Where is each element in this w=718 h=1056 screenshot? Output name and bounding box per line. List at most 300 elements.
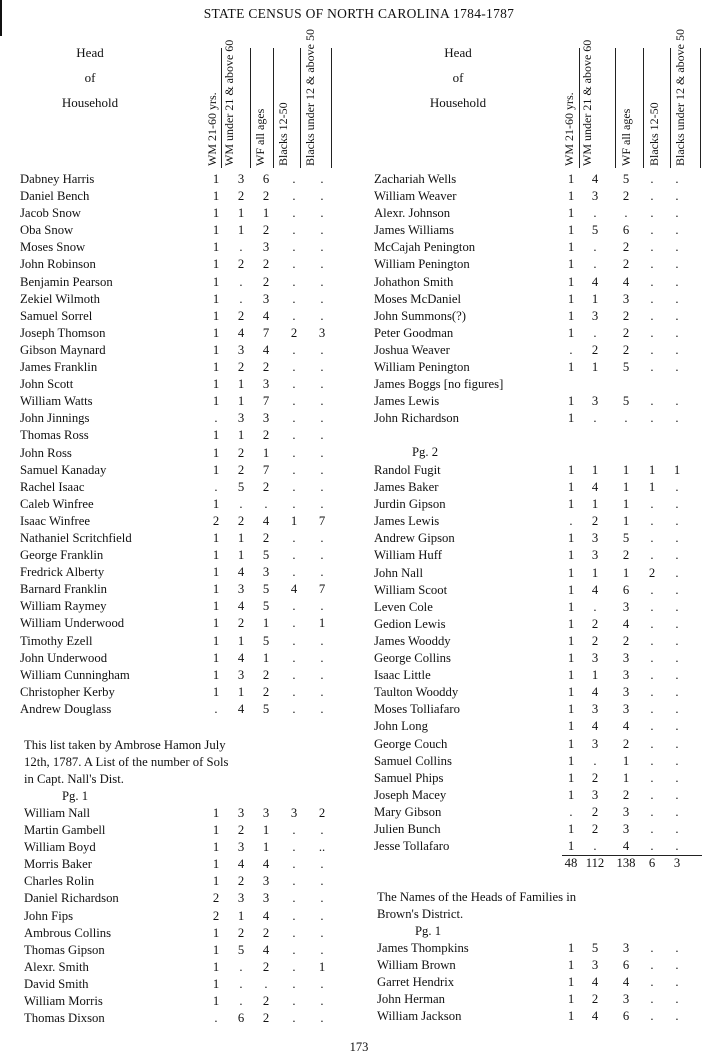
count-cell: . <box>593 257 597 272</box>
count-cell: 1 <box>567 223 575 238</box>
household-row <box>20 188 340 205</box>
household-row <box>24 839 340 856</box>
household-row <box>20 393 340 410</box>
household-row <box>24 856 340 873</box>
count-cell: 2 <box>622 736 630 751</box>
count-cell: 4 <box>622 274 630 289</box>
count-cell: . <box>650 342 654 357</box>
count-cell: 1 <box>212 172 220 186</box>
household-name: Samuel Phips <box>374 770 444 785</box>
household-row <box>374 530 714 547</box>
household-row <box>20 513 340 530</box>
count-cell: . <box>292 206 296 221</box>
count-cell: . <box>569 342 573 357</box>
count-cell: . <box>650 497 654 512</box>
col-header-wf-all-ages: WF all ages <box>253 108 267 166</box>
count-cell: . <box>320 223 324 238</box>
household-name: Moses Snow <box>20 240 86 255</box>
household-name: Joseph Macey <box>374 787 447 802</box>
count-cell: 1 <box>212 667 220 682</box>
page-ref-2: Pg. 2 <box>412 445 439 459</box>
household-row <box>20 274 340 291</box>
count-cell: 3 <box>237 342 245 357</box>
count-cell: 3 <box>237 891 245 906</box>
count-cell: . <box>320 377 324 392</box>
count-cell: 2 <box>290 325 298 340</box>
household-row <box>20 239 340 256</box>
household-name: James Williams <box>374 223 454 238</box>
count-cell: 4 <box>237 701 245 716</box>
count-cell: . <box>320 650 324 665</box>
count-cell: . <box>320 445 324 460</box>
count-cell: 1 <box>237 206 245 221</box>
count-cell: . <box>320 479 324 494</box>
household-row <box>377 1008 707 1025</box>
count-cell: 2 <box>591 514 599 529</box>
count-cell: 2 <box>237 823 245 838</box>
count-cell: . <box>320 684 324 699</box>
count-cell: . <box>650 206 654 221</box>
count-cell: . <box>675 308 679 323</box>
count-cell: . <box>292 959 296 974</box>
count-cell: . <box>292 462 296 477</box>
count-cell: . <box>650 531 654 546</box>
count-cell: 3 <box>237 172 245 186</box>
count-cell: 7 <box>262 394 270 409</box>
household-row <box>20 325 340 342</box>
count-cell: . <box>320 496 324 511</box>
count-cell: . <box>675 189 679 204</box>
household-name: Jacob Snow <box>20 206 81 221</box>
count-cell: . <box>650 753 654 768</box>
count-cell: 1 <box>212 582 220 597</box>
count-cell: 2 <box>237 308 245 323</box>
count-cell: 2 <box>237 257 245 272</box>
count-cell: 3 <box>591 702 599 717</box>
count-cell: 4 <box>262 942 270 957</box>
household-name: John Richardson <box>374 411 459 426</box>
count-cell: 3 <box>237 840 245 855</box>
household-row <box>374 496 714 513</box>
count-cell: . <box>292 411 296 426</box>
count-cell: 2 <box>622 342 630 357</box>
count-cell: 1 <box>237 548 245 563</box>
count-cell: 2 <box>262 479 270 494</box>
count-cell: 2 <box>591 633 599 648</box>
count-cell: 1 <box>212 857 220 872</box>
count-cell: 5 <box>262 582 270 597</box>
count-cell: . <box>292 908 296 923</box>
count-cell: . <box>320 1011 324 1026</box>
count-cell: 1 <box>262 840 270 855</box>
count-cell: . <box>675 770 679 785</box>
count-cell: . <box>292 479 296 494</box>
count-cell: 1 <box>212 976 220 991</box>
count-cell: . <box>675 274 679 289</box>
count-cell: . <box>292 1011 296 1026</box>
household-name: Samuel Kanaday <box>20 462 107 477</box>
count-cell: 4 <box>237 565 245 580</box>
count-cell: 2 <box>622 308 630 323</box>
household-name: Gibson Maynard <box>20 342 106 357</box>
left-household-list <box>20 171 340 718</box>
household-row <box>20 496 340 513</box>
count-cell: . <box>239 976 243 991</box>
count-cell: . <box>650 770 654 785</box>
count-cell: 5 <box>622 172 630 186</box>
count-cell: 4 <box>237 325 245 340</box>
count-cell: 2 <box>237 925 245 940</box>
count-cell: 1 <box>567 308 575 323</box>
count-cell: . <box>675 240 679 255</box>
right-household-list <box>374 171 714 427</box>
count-cell: 6 <box>622 223 630 238</box>
household-name: Jesse Tollafaro <box>374 839 450 854</box>
count-cell: . <box>593 240 597 255</box>
household-name: Peter Goodman <box>374 325 454 340</box>
household-name: Barnard Franklin <box>20 582 108 597</box>
count-cell: 1 <box>591 668 599 683</box>
household-row <box>374 410 714 427</box>
household-row <box>377 991 707 1008</box>
count-cell: . <box>320 874 324 889</box>
totals-row <box>374 855 714 872</box>
count-cell: 1 <box>212 599 220 614</box>
count-cell: . <box>292 599 296 614</box>
household-name: Nathaniel Scritchfield <box>20 530 132 545</box>
household-row <box>374 770 714 787</box>
household-name: George Collins <box>374 651 451 666</box>
count-cell: 1 <box>212 189 220 204</box>
count-cell: . <box>214 479 218 494</box>
count-cell: 1 <box>591 463 599 477</box>
count-cell: 1 <box>212 684 220 699</box>
count-cell: 1 <box>567 394 575 409</box>
count-cell: 1 <box>212 206 220 221</box>
household-name: John Fips <box>24 908 74 923</box>
count-cell: . <box>292 976 296 991</box>
total-cell: 3 <box>673 856 681 870</box>
count-cell: . <box>239 240 243 255</box>
count-cell: . <box>320 291 324 306</box>
household-name: James Baker <box>374 480 439 495</box>
totals-values <box>374 855 714 872</box>
count-cell: 1 <box>591 291 599 306</box>
household-row <box>374 599 714 616</box>
count-cell: 1 <box>567 668 575 683</box>
count-cell: 2 <box>237 189 245 204</box>
count-cell: 1 <box>567 941 575 955</box>
count-cell: 1 <box>567 633 575 648</box>
count-cell: . <box>650 702 654 717</box>
count-cell: . <box>214 1011 218 1026</box>
count-cell: . <box>292 445 296 460</box>
household-name: William Brown <box>377 958 456 973</box>
count-cell: . <box>292 891 296 906</box>
count-cell: . <box>675 360 679 375</box>
household-name: Thomas Dixson <box>24 1011 105 1026</box>
count-cell: 1 <box>212 496 220 511</box>
household-name: Morris Baker <box>24 857 93 872</box>
household-row <box>374 291 714 308</box>
count-cell: . <box>239 291 243 306</box>
count-cell: . <box>320 994 324 1009</box>
count-cell: 1 <box>648 463 656 477</box>
count-cell: 1 <box>237 428 245 443</box>
count-cell: 3 <box>262 806 270 820</box>
count-cell: 1 <box>212 840 220 855</box>
count-cell: . <box>292 240 296 255</box>
count-cell: . <box>320 189 324 204</box>
count-cell: . <box>292 360 296 375</box>
household-row <box>24 908 340 925</box>
col-header-wm-under-21: WM under 21 & above 60 <box>222 39 236 166</box>
count-cell: . <box>292 667 296 682</box>
household-row <box>20 410 340 427</box>
household-row <box>374 479 714 496</box>
count-cell: . <box>675 736 679 751</box>
count-cell: 1 <box>318 959 326 974</box>
count-cell: 1 <box>212 942 220 957</box>
household-row <box>377 957 707 974</box>
count-cell: 1 <box>567 325 575 340</box>
count-cell: 6 <box>622 582 630 597</box>
household-row <box>20 462 340 479</box>
count-cell: 3 <box>262 565 270 580</box>
household-name: William Cunningham <box>20 667 130 682</box>
count-cell: 1 <box>567 257 575 272</box>
count-cell: 1 <box>567 719 575 734</box>
household-name: John Jinnings <box>20 411 90 426</box>
count-cell: 1 <box>318 616 326 631</box>
household-name: James Lewis <box>374 514 440 529</box>
count-cell: 4 <box>591 172 599 186</box>
count-cell: 1 <box>212 342 220 357</box>
household-row <box>374 736 714 753</box>
count-cell: . <box>292 650 296 665</box>
count-cell: 2 <box>262 257 270 272</box>
count-cell: 1 <box>212 428 220 443</box>
col-header-blacks-12-50: Blacks 12-50 <box>276 102 290 166</box>
count-cell: 1 <box>212 548 220 563</box>
left-list-note: This list taken by Ambrose Hamon July 12th, 1787. A List of the number of Sols in Capt. Nall's Dist. Pg. 1 <box>24 737 344 805</box>
count-cell: . <box>593 411 597 426</box>
count-cell: . <box>650 992 654 1007</box>
count-cell: . <box>292 308 296 323</box>
count-cell: . <box>650 821 654 836</box>
count-cell: 1 <box>212 291 220 306</box>
household-row <box>24 942 340 959</box>
count-cell: 2 <box>262 959 270 974</box>
household-row <box>20 171 340 188</box>
household-row <box>20 564 340 581</box>
household-name: William Huff <box>374 548 442 563</box>
household-row <box>20 701 340 718</box>
count-cell: 2 <box>212 891 220 906</box>
household-name: William Nall <box>24 806 91 820</box>
household-row <box>20 581 340 598</box>
count-cell: 3 <box>262 291 270 306</box>
col-divider <box>300 48 301 168</box>
household-name: Zekiel Wilmoth <box>20 291 100 306</box>
count-cell: 1 <box>567 685 575 700</box>
household-row <box>24 890 340 907</box>
count-cell: 4 <box>591 480 599 495</box>
household-row <box>20 615 340 632</box>
count-cell: 3 <box>591 548 599 563</box>
count-cell: . <box>292 428 296 443</box>
count-cell: . <box>650 189 654 204</box>
household-name: Charles Rolin <box>24 874 95 889</box>
count-cell: . <box>650 736 654 751</box>
count-cell: 3 <box>622 668 630 683</box>
page-title: STATE CENSUS OF NORTH CAROLINA 1784-1787 <box>203 6 515 21</box>
household-name: William Penington <box>374 257 470 272</box>
count-cell: 1 <box>622 514 630 529</box>
count-cell: 1 <box>567 497 575 512</box>
count-cell: . <box>292 274 296 289</box>
count-cell: . <box>650 1009 654 1024</box>
count-cell: 1 <box>567 839 575 854</box>
household-row <box>374 684 714 701</box>
household-name: Ambrous Collins <box>24 925 112 940</box>
household-row <box>374 650 714 667</box>
count-cell: . <box>675 257 679 272</box>
count-cell: . <box>320 857 324 872</box>
count-cell: 1 <box>212 462 220 477</box>
col-divider <box>643 48 644 168</box>
count-cell: . <box>675 753 679 768</box>
count-cell: 1 <box>567 240 575 255</box>
count-cell: 3 <box>591 308 599 323</box>
household-row <box>374 325 714 342</box>
count-cell: 1 <box>622 565 630 580</box>
household-name: Martin Gambell <box>24 823 106 838</box>
count-cell: . <box>650 787 654 802</box>
household-row <box>24 993 340 1010</box>
count-cell: 1 <box>212 994 220 1009</box>
count-cell: . <box>650 651 654 666</box>
count-cell: . <box>292 994 296 1009</box>
count-cell: . <box>320 908 324 923</box>
count-cell: 2 <box>237 462 245 477</box>
count-cell: 4 <box>237 650 245 665</box>
count-cell: . <box>320 172 324 186</box>
count-cell: . <box>320 548 324 563</box>
count-cell: . <box>320 565 324 580</box>
count-cell: . <box>675 291 679 306</box>
count-cell: . <box>650 223 654 238</box>
count-cell: 2 <box>622 325 630 340</box>
count-cell: . <box>320 633 324 648</box>
count-cell: . <box>593 753 597 768</box>
count-cell: . <box>320 394 324 409</box>
count-cell: . <box>675 804 679 819</box>
count-cell: 7 <box>318 582 326 597</box>
count-cell: 1 <box>622 770 630 785</box>
count-cell: 1 <box>237 530 245 545</box>
household-name: Dabney Harris <box>20 172 95 186</box>
count-cell: . <box>675 342 679 357</box>
household-name: William Morris <box>24 994 103 1009</box>
count-cell: 5 <box>262 548 270 563</box>
household-row <box>374 633 714 650</box>
count-cell: 3 <box>591 958 599 973</box>
household-name: James Boggs [no figures] <box>374 377 504 392</box>
count-cell: . <box>675 394 679 409</box>
count-cell: 2 <box>237 360 245 375</box>
household-row <box>374 547 714 564</box>
household-name: Samuel Sorrel <box>20 308 93 323</box>
count-cell: 6 <box>262 172 270 186</box>
head-of-household-label: Head of Household <box>429 45 487 110</box>
household-name: Leven Cole <box>374 599 433 614</box>
household-row <box>20 479 340 496</box>
count-cell: 3 <box>237 411 245 426</box>
count-cell: 2 <box>591 804 599 819</box>
household-row <box>20 547 340 564</box>
household-name: Rachel Isaac <box>20 479 85 494</box>
count-cell: . <box>675 548 679 563</box>
household-name: John Herman <box>377 992 446 1007</box>
count-cell: . <box>292 342 296 357</box>
count-cell: 2 <box>262 1011 270 1026</box>
household-name: George Franklin <box>20 548 104 563</box>
count-cell: 1 <box>212 806 220 820</box>
count-cell: 2 <box>591 342 599 357</box>
count-cell: 5 <box>622 531 630 546</box>
household-row <box>24 873 340 890</box>
household-row <box>20 291 340 308</box>
household-name: Andrew Douglass <box>20 701 112 716</box>
household-name: James Lewis <box>374 394 440 409</box>
count-cell: 4 <box>622 975 630 990</box>
count-cell: . <box>320 599 324 614</box>
count-cell: 4 <box>290 582 298 597</box>
count-cell: 4 <box>591 274 599 289</box>
count-cell: 5 <box>237 942 245 957</box>
count-cell: . <box>292 223 296 238</box>
count-cell: . <box>675 633 679 648</box>
count-cell: 7 <box>318 513 326 528</box>
count-cell: . <box>650 308 654 323</box>
count-cell: . <box>675 992 679 1007</box>
count-cell: . <box>320 428 324 443</box>
count-cell: . <box>320 701 324 716</box>
count-cell: . <box>292 565 296 580</box>
household-row <box>374 205 714 222</box>
count-cell: 3 <box>622 291 630 306</box>
household-row <box>24 925 340 942</box>
count-cell: 3 <box>262 377 270 392</box>
count-cell: 1 <box>567 360 575 375</box>
count-cell: 1 <box>212 565 220 580</box>
count-cell: 2 <box>591 770 599 785</box>
count-cell: . <box>292 172 296 186</box>
count-cell: . <box>320 530 324 545</box>
count-cell: 1 <box>567 821 575 836</box>
count-cell: 6 <box>622 958 630 973</box>
count-cell: . <box>264 496 268 511</box>
count-cell: 1 <box>567 206 575 221</box>
count-cell: 4 <box>262 857 270 872</box>
count-cell: 2 <box>212 513 220 528</box>
count-cell: 3 <box>622 685 630 700</box>
count-cell: . <box>320 274 324 289</box>
household-name: David Smith <box>24 976 89 991</box>
count-cell: 1 <box>237 684 245 699</box>
count-cell: 1 <box>648 480 656 495</box>
